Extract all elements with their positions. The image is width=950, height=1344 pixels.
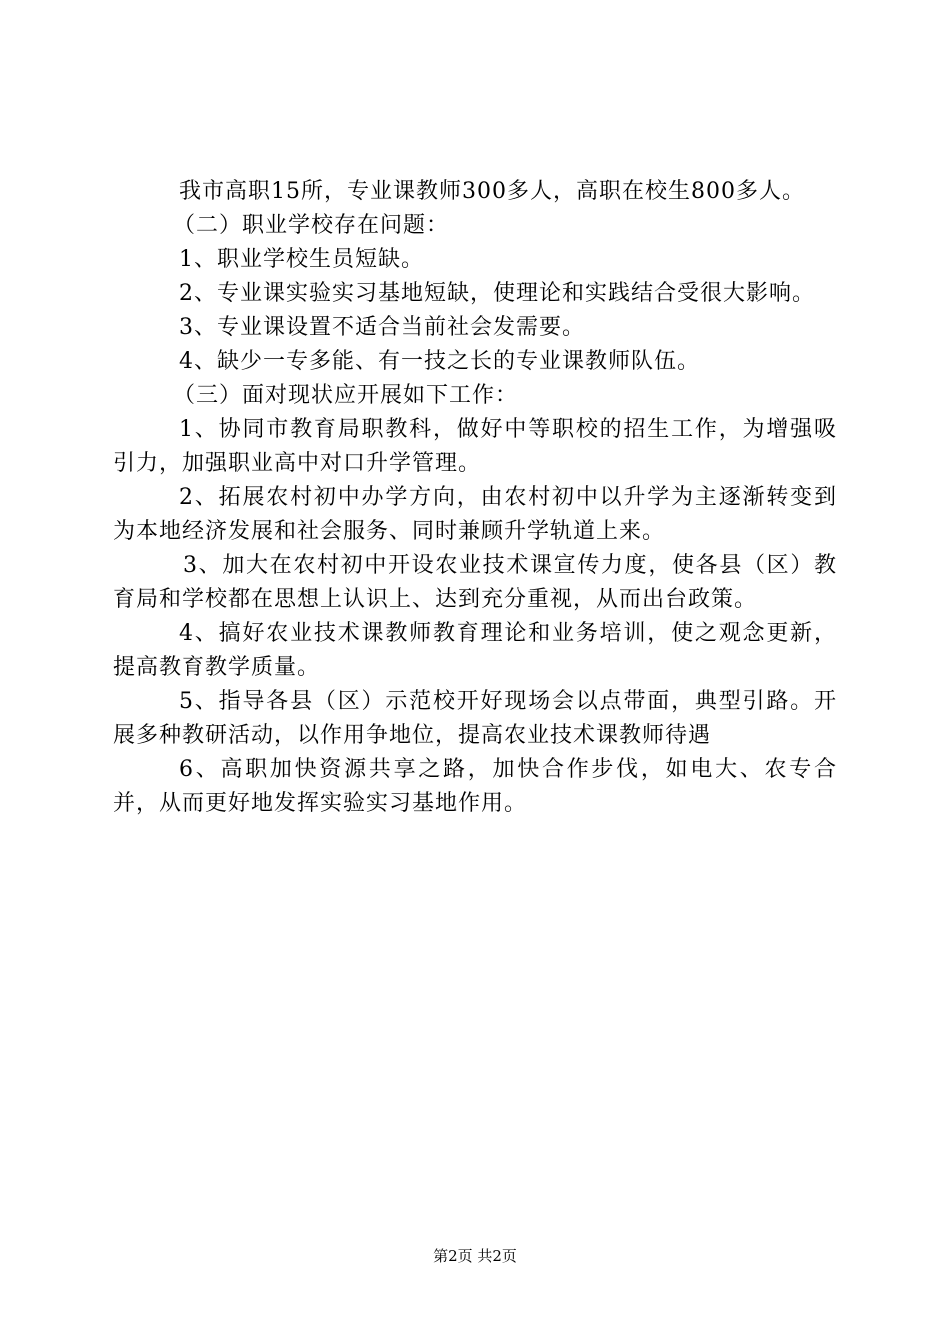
list-item-measure-5: 5、指导各县（区）示范校开好现场会以点带面，典型引路。开展多种教研活动，以作用争地位，提高农业技术课教师待遇 bbox=[113, 689, 837, 748]
heading-problems: （二）职业学校存在问题： bbox=[173, 213, 450, 238]
paragraph-staff-stats: 我市高职15所，专业课教师300多人，高职在校生800多人。 bbox=[179, 179, 805, 204]
list-item-problem-1: 1、职业学校生员短缺。 bbox=[179, 247, 424, 272]
page-number-footer: 第2页 共2页 bbox=[433, 1247, 517, 1265]
list-item-measure-2: 2、拓展农村初中办学方向，由农村初中以升学为主逐渐转变到为本地经济发展和社会服务、同时兼顾升学轨道上来。 bbox=[113, 485, 837, 544]
list-item-measure-1: 1、协同市教育局职教科，做好中等职校的招生工作，为增强吸引力，加强职业高中对口升学管理。 bbox=[113, 417, 837, 476]
heading-measures: （三）面对现状应开展如下工作： bbox=[173, 383, 519, 408]
document-body bbox=[113, 175, 837, 821]
list-item-problem-3: 3、专业课设置不适合当前社会发需要。 bbox=[179, 315, 585, 340]
list-item-problem-4: 4、缺少一专多能、有一技之长的专业课教师队伍。 bbox=[179, 349, 700, 374]
list-item-measure-4: 4、搞好农业技术课教师教育理论和业务培训，使之观念更新，提高教育教学质量。 bbox=[113, 621, 837, 680]
list-item-measure-3: 3、加大在农村初中开设农业技术课宣传力度，使各县（区）教育局和学校都在思想上认识上、达到充分重视，从而出台政策。 bbox=[113, 553, 837, 612]
list-item-measure-6: 6、高职加快资源共享之路，加快合作步伐，如电大、农专合并，从而更好地发挥实验实习基地作用。 bbox=[113, 757, 837, 816]
list-item-problem-2: 2、专业课实验实习基地短缺，使理论和实践结合受很大影响。 bbox=[179, 281, 815, 306]
